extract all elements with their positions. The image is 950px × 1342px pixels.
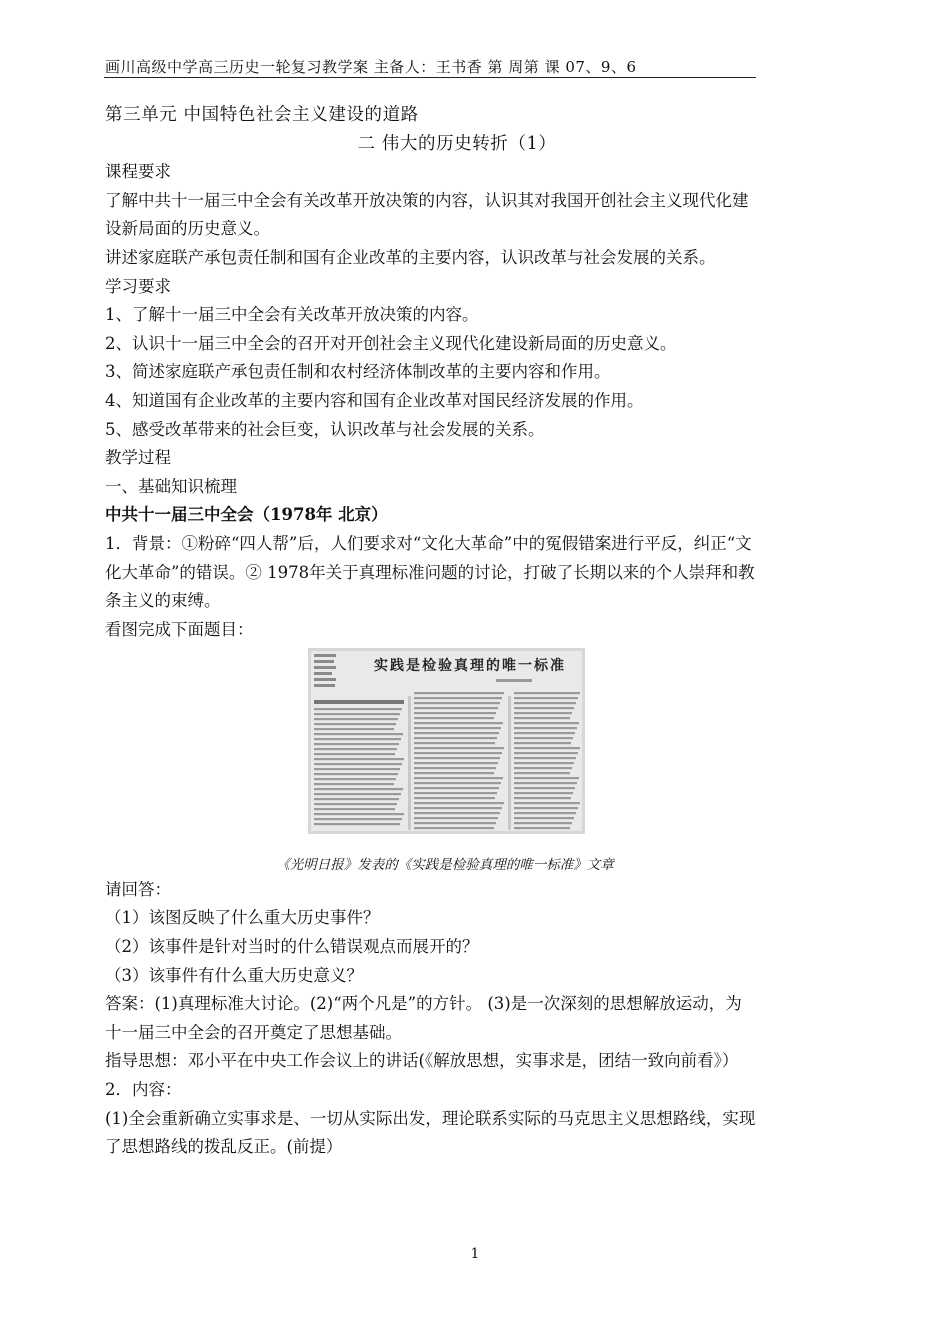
newspaper-text-line: [414, 772, 494, 774]
newspaper-text-line: [514, 742, 571, 744]
newspaper-text-line: [514, 712, 572, 714]
newspaper-text-line: [414, 717, 494, 719]
newspaper-text-line: [514, 802, 580, 804]
newspaper-text-line: [414, 747, 504, 749]
newspaper-text-line: [514, 772, 570, 774]
newspaper-figure: [105, 648, 757, 876]
newspaper-text-line: [414, 787, 499, 789]
newspaper-text-line: [314, 803, 397, 805]
newspaper-text-line: [514, 822, 572, 824]
course-requirement-item: 讲述家庭联产承包责任制和国有企业改革的主要内容，认识改革与社会发展的关系。: [105, 247, 716, 267]
newspaper-text-line: [314, 798, 399, 800]
newspaper-text-line: [414, 812, 500, 814]
newspaper-text-line: [514, 817, 574, 819]
newspaper-headline: 实践是检验真理的唯一标准: [373, 658, 566, 675]
content-heading: 2．内容：: [105, 1080, 182, 1100]
study-requirement-item: 2、认识十一届三中全会的召开对开创社会主义现代化建设新局面的历史意义。: [105, 333, 677, 353]
newspaper-text-line: [314, 728, 394, 730]
newspaper-text-line: [514, 767, 572, 769]
newspaper-text-line: [314, 718, 398, 720]
questions-prompt: 请回答：: [105, 879, 171, 899]
figure-caption: 《光明日报》发表的《实践是检验真理的唯一标准》文章: [276, 856, 614, 873]
newspaper-text-line: [414, 762, 498, 764]
guiding-thought-paragraph: 指导思想：邓小平在中央工作会议上的讲话(《解放思想，实事求是，团结一致向前看》）: [105, 1051, 739, 1071]
main-content: [105, 101, 757, 1162]
newspaper-text-line: [514, 717, 570, 719]
background-paragraph: 1．背景：①粉碎“四人帮”后，人们要求对“文化大革命”中的冤假错案进行平反，纠正“文化大革命”的错误。② 1978年关于真理标准问题的讨论，打破了长期以来的个人崇拜和教条主义的束缚。: [105, 533, 755, 611]
newspaper-text-line: [314, 773, 398, 775]
course-requirement-item: 了解中共十一届三中全会有关改革开放决策的内容，认识其对我国开创社会主义现代化建设新局面的历史意义。: [105, 190, 749, 239]
newspaper-clipping-image: [308, 648, 585, 834]
newspaper-text-line: [414, 752, 502, 754]
newspaper-text-line: [314, 818, 402, 820]
newspaper-text-line: [514, 707, 574, 709]
newspaper-text-line: [314, 723, 396, 725]
newspaper-text-line: [514, 797, 571, 799]
newspaper-text-line: [414, 712, 496, 714]
newspaper-text-line: [414, 782, 501, 784]
newspaper-text-line: [514, 812, 576, 814]
newspaper-text-line: [514, 737, 573, 739]
study-requirements-heading: 学习要求: [105, 276, 171, 296]
section-one-heading: 一、基础知识梳理: [105, 476, 237, 496]
newspaper-text-line: [514, 792, 573, 794]
newspaper-text-line: [414, 802, 504, 804]
study-requirement-item: 1、了解十一届三中全会有关改革开放决策的内容。: [105, 305, 479, 325]
newspaper-text-line: [414, 792, 497, 794]
newspaper-text-line: [514, 732, 575, 734]
page-number: 1: [470, 1246, 480, 1262]
newspaper-text-line: [514, 722, 579, 724]
newspaper-text-line: [414, 737, 497, 739]
course-requirements-heading: 课程要求: [105, 162, 171, 182]
newspaper-text-line: [414, 807, 502, 809]
newspaper-text-line: [314, 768, 400, 770]
header-rule: [104, 77, 756, 78]
newspaper-text-line: [314, 753, 395, 755]
teaching-process-heading: 教学过程: [105, 448, 171, 468]
unit-title: 第三单元 中国特色社会主义建设的道路: [105, 105, 419, 125]
question-item: （3）该事件有什么重大历史意义？: [105, 965, 363, 985]
newspaper-text-line: [514, 782, 577, 784]
newspaper-text-line: [314, 733, 403, 735]
newspaper-text-line: [414, 817, 498, 819]
newspaper-text-line: [514, 752, 578, 754]
newspaper-text-line: [414, 707, 498, 709]
newspaper-text-line: [314, 793, 401, 795]
newspaper-text-line: [414, 797, 495, 799]
newspaper-text-line: [414, 727, 501, 729]
content-item: (1)全会重新确立实事求是、一切从实际出发，理论联系实际的马克思主义思想路线，实现了思想路线的拨乱反正。(前提）: [105, 1108, 756, 1157]
newspaper-text-line: [514, 807, 578, 809]
question-item: （1）该图反映了什么重大历史事件？: [105, 908, 380, 928]
newspaper-text-line: [414, 742, 495, 744]
page-header: 画川高级中学高三历史一轮复习教学案 主备人：王书香 第 周第 课 07、9、6: [105, 58, 637, 76]
newspaper-text-line: [314, 748, 397, 750]
newspaper-text-line: [414, 732, 499, 734]
newspaper-text-line: [514, 762, 574, 764]
newspaper-text-line: [314, 783, 394, 785]
newspaper-text-line: [314, 708, 402, 710]
question-item: （2）该事件是针对当时的什么错误观点而展开的？: [105, 937, 479, 957]
newspaper-text-line: [414, 722, 503, 724]
newspaper-text-line: [514, 827, 570, 829]
newspaper-text-line: [514, 702, 576, 704]
newspaper-text-line: [514, 727, 577, 729]
newspaper-text-line: [314, 823, 400, 825]
newspaper-text-line: [314, 713, 400, 715]
newspaper-text-line: [514, 777, 579, 779]
newspaper-text-line: [514, 787, 575, 789]
newspaper-text-line: [314, 738, 401, 740]
figure-prompt: 看图完成下面题目：: [105, 619, 254, 639]
study-requirement-item: 4、知道国有企业改革的主要内容和国有企业改革对国民经济发展的作用。: [105, 390, 644, 410]
newspaper-text-line: [414, 827, 494, 829]
newspaper-text-line: [414, 822, 496, 824]
newspaper-text-line: [414, 767, 496, 769]
lesson-title: 二 伟大的历史转折（1）: [357, 133, 557, 154]
newspaper-text-line: [414, 777, 503, 779]
newspaper-text-line: [314, 813, 404, 815]
newspaper-text-line: [314, 743, 399, 745]
newspaper-text-line: [314, 778, 396, 780]
study-requirement-item: 5、感受改革带来的社会巨变，认识改革与社会发展的关系。: [105, 419, 545, 439]
newspaper-text-line: [514, 697, 578, 699]
newspaper-text-line: [314, 763, 402, 765]
newspaper-text-line: [314, 808, 395, 810]
newspaper-text-line: [514, 747, 580, 749]
topic-heading: 中共十一届三中全会（1978年 北京）: [105, 505, 388, 525]
answer-paragraph: 答案：(1)真理标准大讨论。(2)“两个凡是”的方针。 (3)是一次深刻的思想解放运动，为十一届三中全会的召开奠定了思想基础。: [105, 994, 742, 1042]
newspaper-text-line: [514, 757, 576, 759]
newspaper-text-line: [414, 757, 500, 759]
newspaper-text-line: [414, 692, 504, 694]
newspaper-text-line: [514, 692, 580, 694]
newspaper-text-line: [314, 788, 403, 790]
study-requirement-item: 3、简述家庭联产承包责任制和农村经济体制改革的主要内容和作用。: [105, 362, 611, 382]
newspaper-text-line: [414, 702, 500, 704]
newspaper-text-line: [414, 697, 502, 699]
newspaper-text-line: [314, 758, 404, 760]
